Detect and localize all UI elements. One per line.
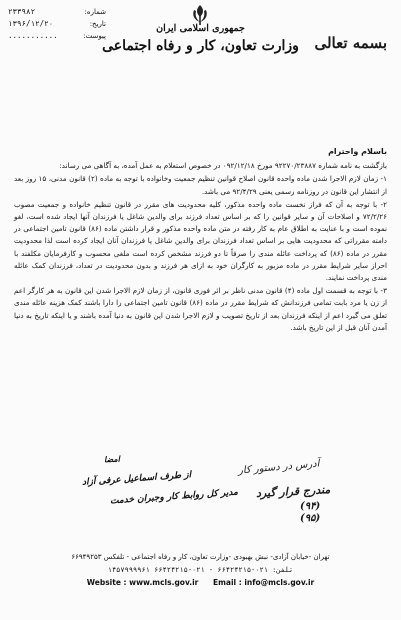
paragraph-intro: بازگشت به نامه شماره ۹۲۲۷۰/۲۳۸۸۷ مورخ ۰۹۲/۱۲/۱۸ در خصوص استعلام به عمل آمده، به آگاهی می رساند: — [59, 161, 387, 171]
meta-number: شماره: ۲۳۳۹۸۲ — [8, 7, 106, 16]
handwritten-note-line1: آدرس در دستور کار — [237, 458, 320, 477]
handwritten-number-2: (۹۵) — [300, 513, 321, 524]
meta-attachment: پیوست: ........... — [8, 31, 106, 40]
footer-address: تهران -خیابان آزادی- نبش بهبودی -وزارت تعاون، کار و رفاه اجتماعی - تلفکس ۶۶۹۴۹۲۵۳ — [71, 553, 330, 561]
handwritten-note-line2: مندرج قرار گیرد — [255, 483, 331, 500]
signature-mark: امضا — [103, 453, 121, 465]
ministry-title: وزارت تعاون، کار و رفاه اجتماعی — [102, 38, 299, 54]
letter-body — [14, 146, 387, 334]
handwritten-number-1: (۹۴) — [300, 501, 321, 512]
bismillah-heading: بسمه تعالی — [314, 34, 387, 52]
footer-website[interactable]: Website : www.mcls.gov.ir — [86, 578, 199, 587]
meta-date: تاریخ: ۱۳۹۶/۱۲/۲۰ — [8, 19, 106, 28]
letter-meta — [8, 6, 106, 42]
salutation: باسلام واحترام — [328, 147, 387, 156]
republic-title: جمهوری اسلامی ایران — [156, 23, 245, 34]
footer-phones: ۱۴۵۷۹۹۹۹۶۱ تلفن: ۰۲۱-۶۶۴۲۴۲۱۵ - ۰۲۱-۶۶۴۲۴۲۱۵ — [107, 566, 294, 574]
paragraph-2: ۲- با توجه به آن که فراز نخست ماده واحده مذکور، کلیه محدودیت های مقرر در قانون تنظیم خانواده و جمعیت مصوب ۷۲/۲/۲۶ و اصلاحات آن و سایر قوانین را که بر اساس تعداد فرزند برای والدین شاغل یا فرزندان آنها ایجاد شده است، لغو نموده است و با عنایت به اطلاق عام به کار رفته در متن ماده واحده مذکور و قرار داشتن ماده (۸۶) قانون تامین اجتماعی در دامنه مقرراتی که محدودیت هایی بر اساس تعداد فرزندان برای والدین شاغل یا فرزندان آنان ایجاد کرده است لذا محدودیت مقرر در ماده (۸۶) که پرداخت عائله مندی را صرفاً تا دو فرزند مشخص کرده است ملغی محسوب و کارفرمایان مکلفند با احراز سایر شرایط مقرر در ماده مزبور به کارگران خود به ازای هر فرزند و بدون محدودیت در تعداد، فرزندان کمک عائله مندی پرداخت نمایند. — [14, 199, 387, 283]
signatory-name: از طرف اسماعیل عرفی آزاد — [81, 470, 192, 488]
footer-email[interactable]: Email : info@mcls.gov.ir — [212, 578, 315, 587]
paragraph-1: ۱- زمان لازم الاجرا شدن ماده واحده قانون اصلاح قوانین تنظیم جمعیت وخانواده با توجه به ماده (۲) قانون مدنی، ۱۵ روز بعد از انتشار این قانون در روزنامه رسمی یعنی ۹۲/۴/۲۹ می باشد. — [14, 174, 387, 196]
signature-block — [74, 452, 239, 522]
footer-contact — [0, 578, 401, 587]
paragraph-3: ۳- با توجه به قسمت اول ماده (۴) قانون مدنی ناظر بر اثر فوری قانون، از زمان لازم الاجرا شدن این قانون به هر کارگر اعم از زن یا مرد بابت تمامی فرزندانش که شرایط مقرر در ماده (۸۶) قانون تامین اجتماعی را دارا باشند کمک هزینه عائله مندی تعلق می گیرد اعم از اینکه فرزندان بعد از تاریخ تصویب و لازم الاجرا شدن این قانون به دنیا آمده باشند و یا اینکه تاریخ به دنیا آمدن آنان قبل از این تاریخ باشد. — [14, 286, 388, 332]
signatory-title: مدیر کل روابط کار وجبران خدمت — [109, 487, 239, 507]
